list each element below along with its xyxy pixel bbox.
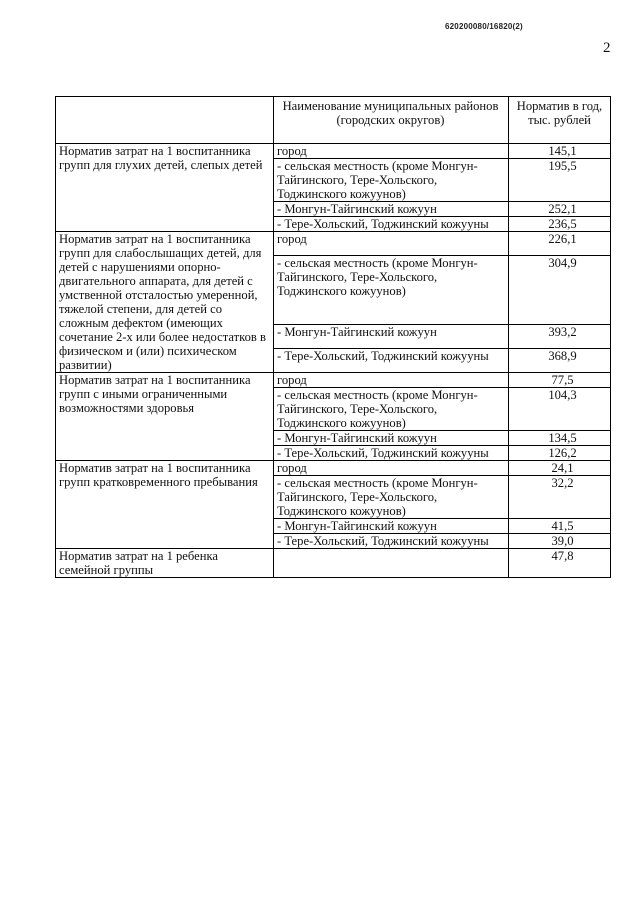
norm-value: 126,2 bbox=[548, 446, 577, 460]
district-cell: - сельская местность (кроме Монгун-Тайгинского, Тере-Хольского, Тоджинского кожуунов) bbox=[274, 256, 509, 325]
table-row bbox=[56, 373, 611, 388]
norm-value: 47,8 bbox=[551, 549, 574, 563]
category-cell: Норматив затрат на 1 воспитанника групп для слабослышащих детей, для детей с нарушениями опорно-двигательного аппарата, для детей с умственной отсталостью умеренной, тяжелой степени, для детей со сложным дефектом (имеющих сочетание 2-х или более недостатков в физическом и (или) психическом развитии) bbox=[56, 232, 274, 373]
norm-value-cell bbox=[509, 324, 611, 348]
norm-value: 368,9 bbox=[548, 348, 577, 363]
norm-value-cell bbox=[509, 446, 611, 461]
header-cell-norm: Норматив в год, тыс. рублей bbox=[509, 97, 611, 144]
header-cell-category bbox=[56, 97, 274, 144]
district-cell: - Монгун-Тайгинский кожуун bbox=[274, 202, 509, 217]
header-cell-district: Наименование муниципальных районов (городских округов) bbox=[274, 97, 509, 144]
district-cell bbox=[274, 549, 509, 578]
table-row bbox=[56, 144, 611, 159]
table-row bbox=[56, 461, 611, 476]
district-cell: город bbox=[274, 461, 509, 476]
norm-value-cell bbox=[509, 388, 611, 431]
norm-value: 104,3 bbox=[548, 388, 577, 402]
norms-table bbox=[55, 96, 611, 578]
district-cell: - Тере-Хольский, Тоджинский кожууны bbox=[274, 217, 509, 232]
norm-value: 41,5 bbox=[551, 519, 574, 533]
district-cell: - Монгун-Тайгинский кожуун bbox=[274, 324, 509, 348]
category-cell: Норматив затрат на 1 ребенка семейной группы bbox=[56, 549, 274, 578]
norm-value-cell bbox=[509, 232, 611, 256]
table-row bbox=[56, 232, 611, 256]
norm-value-cell bbox=[509, 202, 611, 217]
district-cell: - сельская местность (кроме Монгун-Тайгинского, Тере-Хольского, Тоджинского кожуунов) bbox=[274, 159, 509, 202]
norm-value-cell bbox=[509, 534, 611, 549]
norm-value-cell bbox=[509, 256, 611, 325]
table-row bbox=[56, 549, 611, 578]
district-cell: - Монгун-Тайгинский кожуун bbox=[274, 431, 509, 446]
district-cell: город bbox=[274, 144, 509, 159]
norm-value-cell bbox=[509, 549, 611, 578]
norm-value: 77,5 bbox=[551, 373, 574, 387]
district-cell: город bbox=[274, 373, 509, 388]
norm-value-cell bbox=[509, 431, 611, 446]
district-cell: - сельская местность (кроме Монгун-Тайгинского, Тере-Хольского, Тоджинского кожуунов) bbox=[274, 388, 509, 431]
page-number: 2 bbox=[603, 40, 611, 56]
norm-value: 134,5 bbox=[548, 431, 577, 445]
norm-value: 393,2 bbox=[548, 324, 577, 339]
category-cell: Норматив затрат на 1 воспитанника групп кратковременного пребывания bbox=[56, 461, 274, 549]
norm-value-cell bbox=[509, 144, 611, 159]
norm-value: 195,5 bbox=[548, 159, 577, 173]
norm-value-cell bbox=[509, 519, 611, 534]
norm-value: 304,9 bbox=[548, 256, 577, 271]
table-header-row bbox=[56, 97, 611, 144]
category-cell: Норматив затрат на 1 воспитанника групп с иными ограниченными возможностями здоровья bbox=[56, 373, 274, 461]
norm-value: 39,0 bbox=[551, 534, 574, 548]
district-cell: - сельская местность (кроме Монгун-Тайгинского, Тере-Хольского, Тоджинского кожуунов) bbox=[274, 476, 509, 519]
norm-value-cell bbox=[509, 461, 611, 476]
district-cell: - Тере-Хольский, Тоджинский кожууны bbox=[274, 348, 509, 372]
norm-value: 32,2 bbox=[551, 476, 574, 490]
norm-value: 24,1 bbox=[551, 461, 574, 475]
document-code: 620200080/16820(2) bbox=[445, 22, 523, 31]
norm-value: 145,1 bbox=[548, 144, 577, 158]
norm-value-cell bbox=[509, 159, 611, 202]
norm-value-cell bbox=[509, 348, 611, 372]
norm-value-cell bbox=[509, 476, 611, 519]
norm-value: 236,5 bbox=[548, 217, 577, 231]
norm-value: 226,1 bbox=[548, 232, 577, 246]
norms-table-body bbox=[56, 97, 611, 578]
norm-value: 252,1 bbox=[548, 202, 577, 216]
district-cell: - Тере-Хольский, Тоджинский кожууны bbox=[274, 446, 509, 461]
norm-value-cell bbox=[509, 373, 611, 388]
district-cell: город bbox=[274, 232, 509, 256]
district-cell: - Тере-Хольский, Тоджинский кожууны bbox=[274, 534, 509, 549]
category-cell: Норматив затрат на 1 воспитанника групп для глухих детей, слепых детей bbox=[56, 144, 274, 232]
norm-value-cell bbox=[509, 217, 611, 232]
district-cell: - Монгун-Тайгинский кожуун bbox=[274, 519, 509, 534]
